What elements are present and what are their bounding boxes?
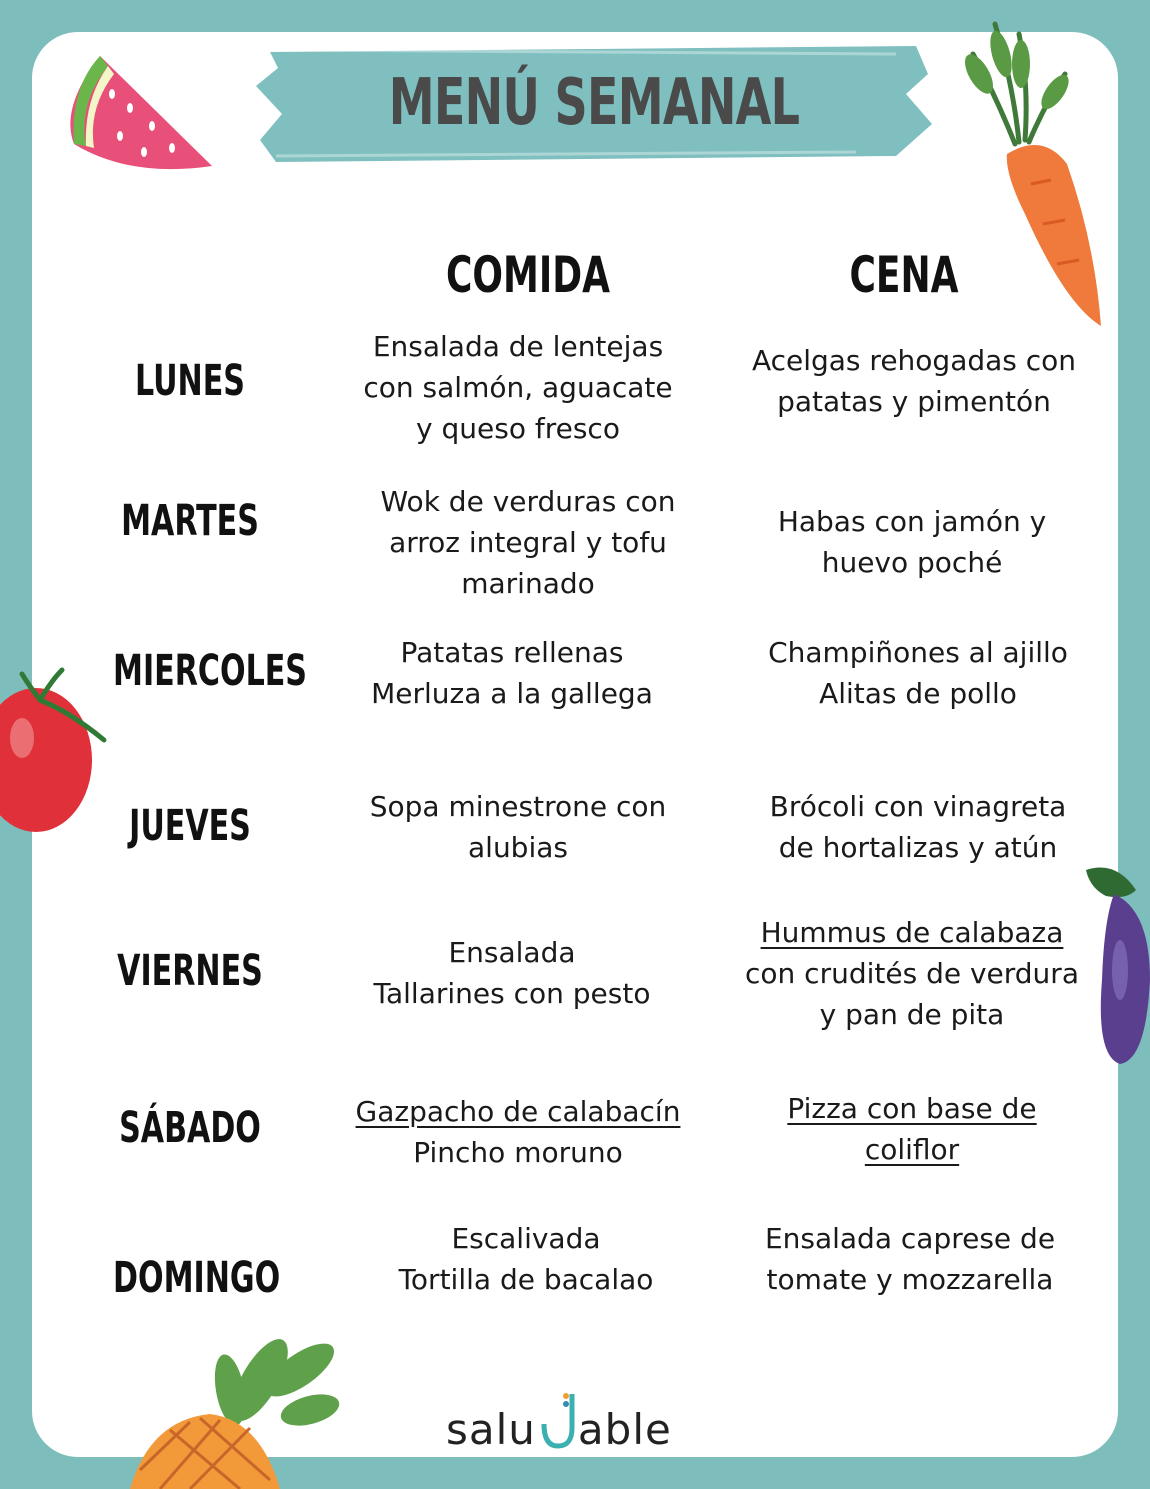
recipe-link[interactable]: coliflor [864, 1133, 960, 1166]
dinner-cell: Brócoli con vinagreta de hortalizas y atún [769, 790, 1067, 864]
tomato-icon [0, 660, 110, 840]
lunch-cell: Patatas rellenas Merluza a la gallega [371, 636, 653, 710]
dinner-cell: Habas con jamón y huevo poché [777, 505, 1047, 579]
day-label: LUNES [135, 356, 245, 406]
pineapple-icon [110, 1330, 340, 1489]
watermelon-icon [60, 48, 220, 176]
logo-figure-icon [536, 1390, 578, 1450]
lunch-cell: Escalivada Tortilla de bacalao [398, 1222, 654, 1296]
lunch-cell: Gazpacho de calabacín Pincho moruno [318, 1091, 718, 1173]
dinner-cell: Champiñones al ajillo Alitas de pollo [768, 636, 1068, 710]
dinner-cell: Hummus de calabaza con crudités de verdura y pan de pita [712, 912, 1112, 1035]
recipe-link[interactable]: Gazpacho de calabacín [355, 1095, 681, 1128]
day-label: MIERCOLES [113, 646, 307, 696]
day-label: JUEVES [129, 801, 251, 851]
day-label: VIERNES [117, 946, 263, 996]
dinner-cell: Ensalada caprese de tomate y mozzarella [764, 1222, 1056, 1296]
dinner-cell: Acelgas rehogadas con patatas y pimentón [751, 344, 1077, 418]
page-title: MENÚ SEMANAL [388, 66, 800, 140]
column-header-lunch: COMIDA [445, 246, 610, 304]
dinner-cell [712, 1088, 1112, 1170]
title-banner [256, 44, 932, 162]
logo-text-start: salu [446, 1405, 536, 1454]
lunch-cell: Sopa minestrone con alubias [369, 790, 667, 864]
day-label: MARTES [121, 496, 259, 546]
recipe-link[interactable]: Pizza con base de [787, 1092, 1037, 1125]
day-label: SÁBADO [119, 1103, 261, 1153]
saludable-logo [446, 1390, 706, 1460]
lunch-cell: Wok de verduras con arroz integral y tofu marinado [380, 485, 676, 600]
lunch-cell: Ensalada Tallarines con pesto [373, 936, 651, 1010]
lunch-cell: Ensalada de lentejas con salmón, aguacate y queso fresco [363, 330, 673, 445]
day-label: DOMINGO [113, 1253, 281, 1303]
recipe-link[interactable]: Hummus de calabaza [760, 916, 1064, 949]
column-header-dinner: CENA [849, 246, 959, 304]
logo-text-end: able [577, 1405, 672, 1454]
